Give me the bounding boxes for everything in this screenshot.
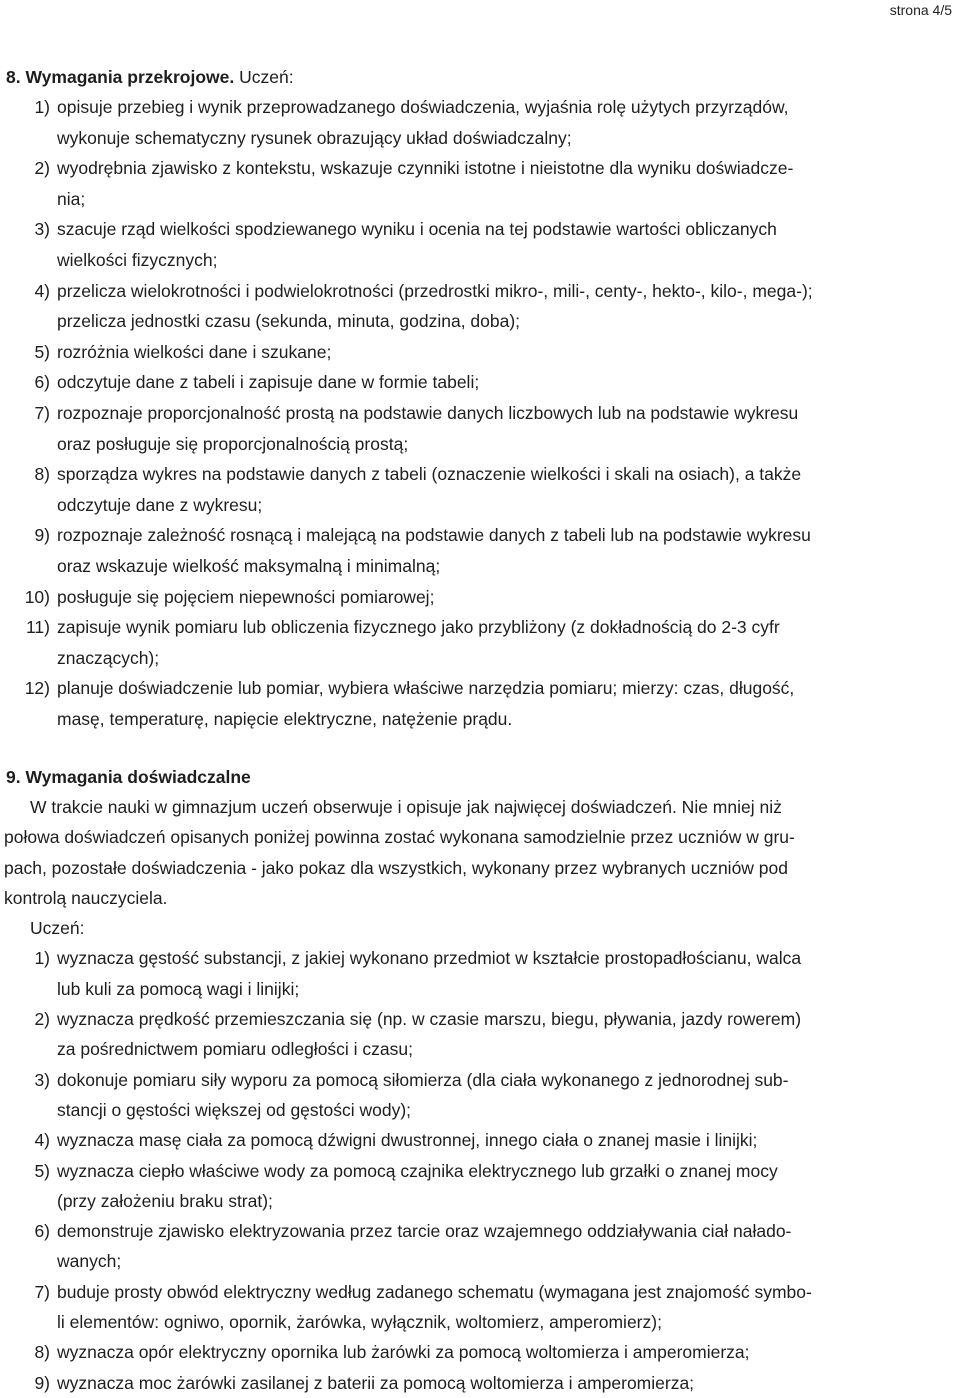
list-item xyxy=(0,1277,960,1338)
item-text: rozróżnia wielkości dane i szukane; xyxy=(57,341,332,362)
item-text: sporządza wykres na podstawie danych z tabeli (oznaczenie wielkości i skali na osiach), a także xyxy=(57,464,802,485)
item-number: 5) xyxy=(34,341,50,362)
section-cross-requirements xyxy=(0,62,960,734)
section-9-number: 9. xyxy=(6,767,21,787)
list-item xyxy=(0,520,960,581)
item-number: 7) xyxy=(34,402,50,423)
section-8-title: Wymagania przekrojowe. xyxy=(25,67,235,87)
list-item xyxy=(0,153,960,214)
list-item xyxy=(0,1337,960,1367)
item-text: oraz wskazuje wielkość maksymalną i minimalną; xyxy=(57,555,441,576)
item-number: 1) xyxy=(34,97,50,117)
section-8-heading xyxy=(0,62,960,92)
section-9-intro: Uczeń: xyxy=(30,918,85,939)
item-text: wykonuje schematyczny rysunek obrazujący układ doświadczalny; xyxy=(57,127,572,148)
section-9-paragraph xyxy=(0,792,960,913)
list-item xyxy=(0,398,960,459)
list-item xyxy=(0,582,960,613)
item-text: szacuje rząd wielkości spodziewanego wyniku i ocenia na tej podstawie wartości obliczanych xyxy=(57,219,777,240)
list-item xyxy=(0,673,960,734)
item-number: 9) xyxy=(34,525,50,546)
list-item xyxy=(0,367,960,398)
list-item xyxy=(0,276,960,337)
page-number: strona 4/5 xyxy=(889,2,952,18)
item-number: 12) xyxy=(24,678,50,699)
item-text: masę, temperaturę, napięcie elektryczne, natężenie prądu. xyxy=(57,708,513,729)
item-number: 2) xyxy=(34,158,50,179)
item-text: demonstruje zjawisko elektryzowania przez tarcie oraz wzajemnego oddziaływania ciał nałado- xyxy=(57,1221,792,1242)
list-item xyxy=(0,943,960,1004)
item-number: 6) xyxy=(34,1221,50,1242)
item-text: za pośrednictwem pomiaru odległości i czasu; xyxy=(57,1039,413,1060)
list-item xyxy=(0,337,960,368)
item-text: nia; xyxy=(57,188,86,209)
item-text: wyznacza moc żarówki zasilanej z baterii za pomocą woltomierza i amperomierza; xyxy=(57,1372,695,1393)
item-number: 7) xyxy=(34,1281,50,1302)
item-text: przelicza jednostki czasu (sekunda, minuta, godzina, doba); xyxy=(57,311,521,332)
item-text: dokonuje pomiaru siły wyporu za pomocą siłomierza (dla ciała wykonanego z jednorodnej sub- xyxy=(57,1069,789,1090)
list-item xyxy=(0,459,960,520)
item-text: buduje prosty obwód elektryczny według zadanego schematu (wymagana jest znajomość symbo- xyxy=(57,1281,812,1302)
item-number: 6) xyxy=(34,372,50,393)
item-text: przelicza wielokrotności i podwielokrotności (przedrostki mikro-, mili-, centy-, hekto-, kilo-, mega-); xyxy=(57,280,813,301)
item-text: wyznacza ciepło właściwe wody za pomocą czajnika elektrycznego lub grzałki o znanej mocy xyxy=(57,1160,778,1181)
item-text: li elementów: ogniwo, opornik, żarówka, wyłącznik, woltomierz, amperomierz); xyxy=(57,1312,662,1333)
list-item xyxy=(0,92,960,153)
item-text: wyodrębnia zjawisko z kontekstu, wskazuje czynniki istotne i nieistotne dla wyniku doświadcze- xyxy=(57,158,794,179)
list-item xyxy=(0,1125,960,1155)
item-number: 8) xyxy=(34,464,50,485)
list-item xyxy=(0,612,960,673)
section-experimental-requirements xyxy=(0,762,960,1398)
paragraph-line: kontrolą nauczyciela. xyxy=(4,887,168,908)
item-number: 11) xyxy=(26,617,50,638)
item-number: 3) xyxy=(34,219,50,240)
item-number: 1) xyxy=(34,948,50,969)
list-item xyxy=(0,1216,960,1277)
paragraph-line: połowa doświadczeń opisanych poniżej powinna zostać wykonana samodzielnie przez uczniów w gru- xyxy=(4,827,795,848)
section-8-intro: Uczeń: xyxy=(239,67,294,87)
item-number: 10) xyxy=(24,586,50,607)
paragraph-line: pach, pozostałe doświadczenia - jako pokaz dla wszystkich, wykonany przez wybranych uczniów pod xyxy=(4,857,789,878)
item-number: 2) xyxy=(34,1009,50,1030)
item-number: 9) xyxy=(34,1372,50,1393)
item-text: stancji o gęstości większej od gęstości wody); xyxy=(57,1099,412,1120)
item-number: 8) xyxy=(34,1342,50,1363)
item-number: 4) xyxy=(34,1130,50,1151)
item-number: 3) xyxy=(34,1069,50,1090)
item-number: 4) xyxy=(34,280,50,301)
item-text: wanych; xyxy=(57,1251,122,1272)
item-text: (przy założeniu braku strat); xyxy=(57,1190,273,1211)
item-text: zapisuje wynik pomiaru lub obliczenia fizycznego jako przybliżony (z dokładnością do 2-3 cyfr xyxy=(57,617,780,638)
item-text: posługuje się pojęciem niepewności pomiarowej; xyxy=(57,586,435,607)
section-9-title: Wymagania doświadczalne xyxy=(25,767,251,787)
item-text: rozpoznaje zależność rosnącą i malejącą na podstawie danych z tabeli lub na podstawie wykresu xyxy=(57,525,811,546)
item-text: oraz posługuje się proporcjonalnością prostą; xyxy=(57,433,409,454)
item-text: rozpoznaje proporcjonalność prostą na podstawie danych liczbowych lub na podstawie wykresu xyxy=(57,402,799,423)
item-text: planuje doświadczenie lub pomiar, wybiera właściwe narzędzia pomiaru; mierzy: czas, długość, xyxy=(57,678,795,699)
paragraph-line: W trakcie nauki w gimnazjum uczeń obserwuje i opisuje jak najwięcej doświadczeń. Nie mniej niż xyxy=(30,797,782,817)
item-text: wyznacza prędkość przemieszczania się (np. w czasie marszu, biegu, pływania, jazdy rowerem) xyxy=(57,1009,802,1030)
list-item xyxy=(0,1004,960,1065)
item-text: odczytuje dane z wykresu; xyxy=(57,494,263,515)
item-text: wyznacza opór elektryczny opornika lub żarówki za pomocą woltomierza i amperomierza; xyxy=(57,1342,750,1363)
item-text: znaczących); xyxy=(57,647,160,668)
item-text: lub kuli za pomocą wagi i linijki; xyxy=(57,978,300,999)
item-text: wielkości fizycznych; xyxy=(57,249,218,270)
list-item xyxy=(0,1368,960,1398)
section-8-number: 8. xyxy=(6,67,21,87)
section-9-heading xyxy=(0,762,960,792)
item-number: 5) xyxy=(34,1160,50,1181)
list-item xyxy=(0,1065,960,1126)
item-text: opisuje przebieg i wynik przeprowadzanego doświadczenia, wyjaśnia rolę użytych przyrządów, xyxy=(57,97,789,117)
list-item xyxy=(0,214,960,275)
item-text: odczytuje dane z tabeli i zapisuje dane w formie tabeli; xyxy=(57,372,480,393)
item-text: wyznacza gęstość substancji, z jakiej wykonano przedmiot w kształcie prostopadłościanu, walca xyxy=(57,948,802,969)
list-item xyxy=(0,1156,960,1217)
item-text: wyznacza masę ciała za pomocą dźwigni dwustronnej, innego ciała o znanej masie i linijki; xyxy=(57,1130,758,1151)
